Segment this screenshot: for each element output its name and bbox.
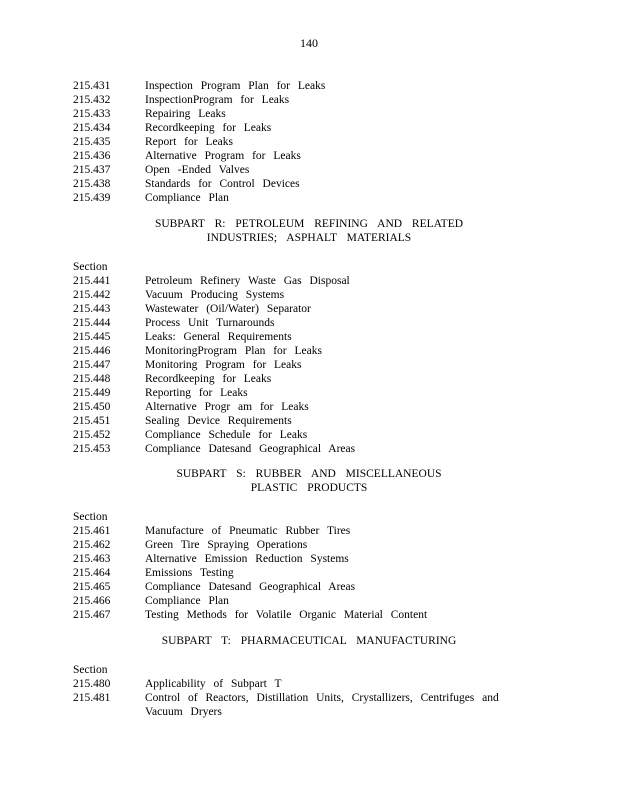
list-item bbox=[0, 677, 618, 691]
section-number: 215.446 bbox=[73, 345, 111, 357]
section-number: 215.467 bbox=[73, 609, 111, 621]
section-number: 215.434 bbox=[73, 122, 111, 134]
subpart-s-heading bbox=[0, 467, 618, 495]
section-number: 215.435 bbox=[73, 136, 111, 148]
section-title: Wastewater (Oil/Water) Separator bbox=[145, 303, 311, 315]
list-item bbox=[0, 580, 618, 594]
section-title: Compliance Schedule for Leaks bbox=[145, 429, 308, 441]
section-title: Alternative Program for Leaks bbox=[145, 150, 301, 162]
subpart-heading-line: INDUSTRIES; ASPHALT MATERIALS bbox=[206, 232, 412, 244]
section-number: 215.436 bbox=[73, 150, 111, 162]
subpart-heading-line: SUBPART R: PETROLEUM REFINING AND RELATED bbox=[154, 218, 464, 230]
section-title: Repairing Leaks bbox=[145, 108, 226, 120]
section-number: 215.439 bbox=[73, 192, 111, 204]
section-list-subpart-t bbox=[0, 663, 618, 719]
section-number: 215.444 bbox=[73, 317, 111, 329]
section-list-subpart-q bbox=[0, 79, 618, 205]
section-number: 215.438 bbox=[73, 178, 111, 190]
list-item bbox=[0, 93, 618, 107]
section-number: 215.431 bbox=[73, 80, 111, 92]
list-item bbox=[0, 344, 618, 358]
section-number: 215.450 bbox=[73, 401, 111, 413]
section-title: Compliance Datesand Geographical Areas bbox=[145, 443, 356, 455]
list-item bbox=[0, 691, 618, 719]
section-number: 215.451 bbox=[73, 415, 111, 427]
list-item bbox=[0, 149, 618, 163]
list-item bbox=[0, 428, 618, 442]
section-title: MonitoringProgram Plan for Leaks bbox=[145, 345, 322, 357]
list-item bbox=[0, 163, 618, 177]
list-item bbox=[0, 386, 618, 400]
section-title: Open -Ended Valves bbox=[145, 164, 250, 176]
list-item bbox=[0, 121, 618, 135]
section-title: Control of Reactors, Distillation Units, Crystallizers, Centrifuges and Vacuum Dryers bbox=[145, 692, 499, 718]
section-number: 215.447 bbox=[73, 359, 111, 371]
list-item bbox=[0, 107, 618, 121]
section-number: 215.464 bbox=[73, 567, 111, 579]
section-title: InspectionProgram for Leaks bbox=[145, 94, 290, 106]
section-number: 215.449 bbox=[73, 387, 111, 399]
list-item bbox=[0, 302, 618, 316]
section-title: Testing Methods for Volatile Organic Material Content bbox=[145, 609, 428, 621]
section-number: 215.441 bbox=[73, 275, 111, 287]
list-item bbox=[0, 608, 618, 622]
section-title: Alternative Progr am for Leaks bbox=[145, 401, 309, 413]
section-title: Compliance Plan bbox=[145, 595, 229, 607]
list-item bbox=[0, 538, 618, 552]
section-title: Applicability of Subpart T bbox=[145, 678, 282, 690]
section-title: Leaks: General Requirements bbox=[145, 331, 292, 343]
section-title: Manufacture of Pneumatic Rubber Tires bbox=[145, 525, 351, 537]
subpart-heading-line: SUBPART S: RUBBER AND MISCELLANEOUS bbox=[176, 468, 442, 480]
subpart-heading-line: PLASTIC PRODUCTS bbox=[250, 482, 368, 494]
section-title: Process Unit Turnarounds bbox=[145, 317, 275, 329]
section-number: 215.442 bbox=[73, 289, 111, 301]
section-list-subpart-s bbox=[0, 510, 618, 622]
section-title: Monitoring Program for Leaks bbox=[145, 359, 302, 371]
section-number: 215.432 bbox=[73, 94, 111, 106]
section-title: Report for Leaks bbox=[145, 136, 233, 148]
list-item bbox=[0, 442, 618, 456]
section-number: 215.453 bbox=[73, 443, 111, 455]
section-number: 215.480 bbox=[73, 678, 111, 690]
section-label: Section bbox=[73, 511, 108, 523]
list-item bbox=[0, 372, 618, 386]
section-title: Inspection Program Plan for Leaks bbox=[145, 80, 326, 92]
section-title: Vacuum Producing Systems bbox=[145, 289, 285, 301]
section-title: Compliance Plan bbox=[145, 192, 229, 204]
section-number: 215.437 bbox=[73, 164, 111, 176]
list-item bbox=[0, 524, 618, 538]
section-number: 215.448 bbox=[73, 373, 111, 385]
subpart-t-heading bbox=[0, 634, 618, 648]
subpart-heading-line: SUBPART T: PHARMACEUTICAL MANUFACTURING bbox=[161, 635, 457, 647]
list-item bbox=[0, 566, 618, 580]
section-label: Section bbox=[73, 664, 108, 676]
section-title: Reporting for Leaks bbox=[145, 387, 248, 399]
section-title: Compliance Datesand Geographical Areas bbox=[145, 581, 356, 593]
list-item bbox=[0, 414, 618, 428]
section-number: 215.433 bbox=[73, 108, 111, 120]
list-item bbox=[0, 316, 618, 330]
list-item bbox=[0, 330, 618, 344]
section-list-subpart-r bbox=[0, 260, 618, 456]
list-item bbox=[0, 594, 618, 608]
list-item bbox=[0, 79, 618, 93]
list-item bbox=[0, 552, 618, 566]
section-title: Green Tire Spraying Operations bbox=[145, 539, 308, 551]
section-number: 215.466 bbox=[73, 595, 111, 607]
section-number: 215.462 bbox=[73, 539, 111, 551]
section-number: 215.463 bbox=[73, 553, 111, 565]
section-number: 215.465 bbox=[73, 581, 111, 593]
section-title: Alternative Emission Reduction Systems bbox=[145, 553, 349, 565]
page-number: 140 bbox=[300, 36, 318, 50]
section-title: Recordkeeping for Leaks bbox=[145, 122, 272, 134]
section-number: 215.445 bbox=[73, 331, 111, 343]
list-item bbox=[0, 177, 618, 191]
list-item bbox=[0, 274, 618, 288]
list-item bbox=[0, 191, 618, 205]
section-number: 215.461 bbox=[73, 525, 111, 537]
section-title: Recordkeeping for Leaks bbox=[145, 373, 272, 385]
list-item bbox=[0, 358, 618, 372]
section-title: Emissions Testing bbox=[145, 567, 234, 579]
section-title: Sealing Device Requirements bbox=[145, 415, 292, 427]
section-number: 215.452 bbox=[73, 429, 111, 441]
section-title: Petroleum Refinery Waste Gas Disposal bbox=[145, 275, 350, 287]
subpart-r-heading bbox=[0, 217, 618, 245]
section-number: 215.481 bbox=[73, 692, 111, 704]
section-label: Section bbox=[73, 261, 108, 273]
section-number: 215.443 bbox=[73, 303, 111, 315]
list-item bbox=[0, 288, 618, 302]
section-title: Standards for Control Devices bbox=[145, 178, 300, 190]
list-item bbox=[0, 135, 618, 149]
list-item bbox=[0, 400, 618, 414]
